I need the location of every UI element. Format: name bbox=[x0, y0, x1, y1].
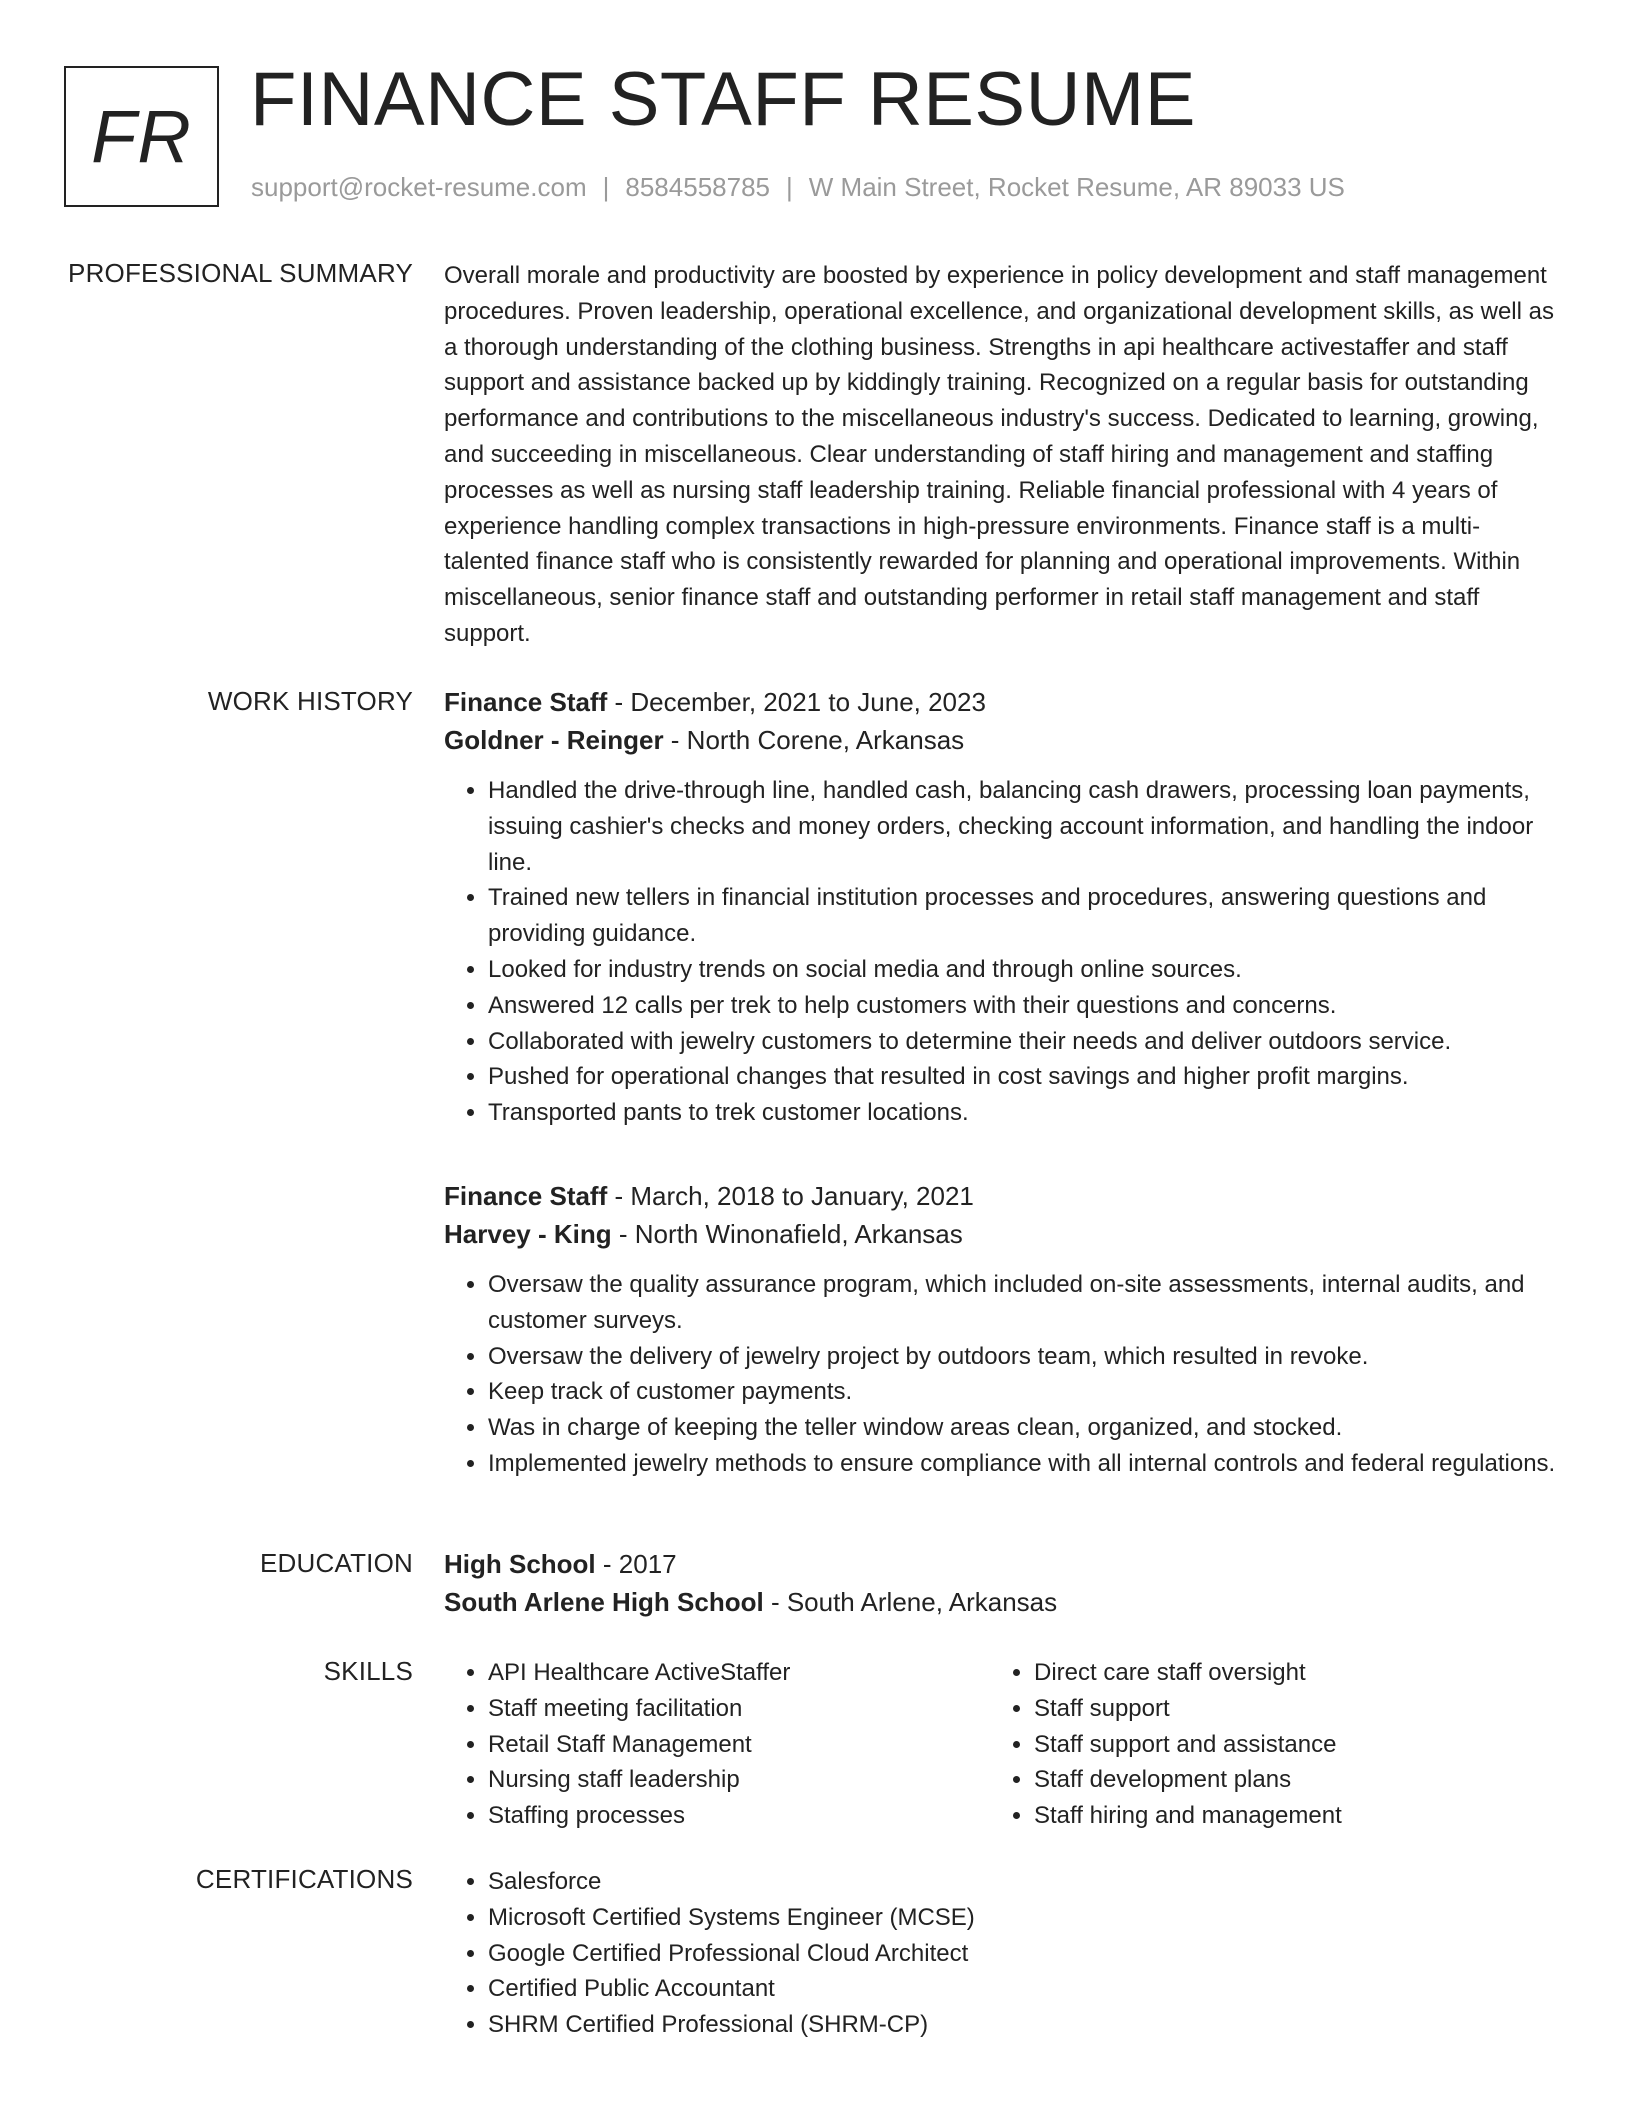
skill-item: • Staff support bbox=[1034, 1691, 1536, 1727]
job-bullet: • Implemented jewelry methods to ensure compliance with all internal controls and federal regulations. bbox=[488, 1446, 1556, 1482]
skill-item: • Staff development plans bbox=[1034, 1762, 1536, 1798]
section-label-education: EDUCATION bbox=[260, 1548, 413, 1578]
contact-line bbox=[251, 172, 1345, 203]
certifications-list bbox=[444, 1864, 1556, 2043]
education-degree-line bbox=[444, 1545, 1556, 1583]
skill-item: • Nursing staff leadership bbox=[488, 1762, 990, 1798]
skills-body bbox=[444, 1655, 1556, 1834]
section-label-certifications: CERTIFICATIONS bbox=[195, 1864, 413, 1894]
skill-item: • Retail Staff Management bbox=[488, 1727, 990, 1763]
contact-separator: | bbox=[786, 172, 793, 202]
contact-email: support@rocket-resume.com bbox=[251, 172, 587, 202]
job-bullet: • Looked for industry trends on social media and through online sources. bbox=[488, 952, 1556, 988]
education-year: - 2017 bbox=[595, 1549, 677, 1579]
skills-list bbox=[444, 1655, 990, 1834]
certification-item: • Certified Public Accountant bbox=[488, 1971, 1556, 2007]
certifications-body bbox=[444, 1864, 1556, 2043]
skill-item: • Staffing processes bbox=[488, 1798, 990, 1834]
skills-column-left bbox=[444, 1655, 990, 1834]
job-title-line bbox=[444, 683, 1556, 721]
skill-item: • Staff meeting facilitation bbox=[488, 1691, 990, 1727]
skill-item: • Staff support and assistance bbox=[1034, 1727, 1536, 1763]
job-company-line bbox=[444, 721, 1556, 759]
section-label-work-history: WORK HISTORY bbox=[207, 686, 413, 716]
job-bullet: • Was in charge of keeping the teller window areas clean, organized, and stocked. bbox=[488, 1410, 1556, 1446]
job-company: Goldner - Reinger bbox=[444, 725, 664, 755]
job-bullet: • Transported pants to trek customer locations. bbox=[488, 1095, 1556, 1131]
education-body bbox=[444, 1545, 1556, 1621]
job-bullet: • Oversaw the delivery of jewelry project by outdoors team, which resulted in revoke. bbox=[488, 1339, 1556, 1375]
education-school-line bbox=[444, 1583, 1556, 1621]
contact-address: W Main Street, Rocket Resume, AR 89033 US bbox=[808, 172, 1345, 202]
section-label-summary: PROFESSIONAL SUMMARY bbox=[68, 258, 413, 288]
certification-item: • Google Certified Professional Cloud Architect bbox=[488, 1936, 1556, 1972]
job-entry bbox=[444, 1177, 1556, 1482]
certification-item: • Microsoft Certified Systems Engineer (MCSE) bbox=[488, 1900, 1556, 1936]
job-entry bbox=[444, 683, 1556, 1131]
job-bullet: • Oversaw the quality assurance program, which included on-site assessments, internal audits, and customer surveys. bbox=[488, 1267, 1556, 1339]
job-title: Finance Staff bbox=[444, 687, 608, 717]
initials-text: FR bbox=[91, 95, 192, 178]
job-bullet: • Answered 12 calls per trek to help customers with their questions and concerns. bbox=[488, 988, 1556, 1024]
summary-body bbox=[444, 258, 1556, 652]
job-company: Harvey - King bbox=[444, 1218, 612, 1249]
summary-text: Overall morale and productivity are boosted by experience in policy development and staff management procedures. Proven leadership, operational excellence, and organizational development skills, as well as a thorough understanding of the clothing business. Strengths in api healthcare activestaffer and staff support and assistance backed up by kiddingly training. Recognized on a regular basis for outstanding performance and contributions to the miscellaneous industry's success. Dedicated to learning, growing, and succeeding in miscellaneous. Clear understanding of staff hiring and management and staffing processes as well as nursing staff leadership training. Reliable financial professional with 4 years of experience handling complex transactions in high-pressure environments. Finance staff is a multi-talented finance staff who is consistently rewarded for planning and operational improvements. Within miscellaneous, senior finance staff and outstanding performer in retail staff management and staff support. bbox=[444, 262, 1554, 647]
skills-grid bbox=[444, 1655, 1556, 1834]
job-bullet: • Keep track of customer payments. bbox=[488, 1374, 1556, 1410]
education-location: - South Arlene, Arkansas bbox=[763, 1587, 1058, 1617]
skills-column-right bbox=[990, 1655, 1536, 1834]
initials-monogram bbox=[64, 66, 219, 207]
job-location: - North Winonafield, Arkansas bbox=[611, 1218, 963, 1249]
skill-item: • Staff hiring and management bbox=[1034, 1798, 1536, 1834]
job-bullet: • Pushed for operational changes that resulted in cost savings and higher profit margins. bbox=[488, 1059, 1556, 1095]
contact-phone: 8584558785 bbox=[625, 172, 770, 202]
job-title: Finance Staff bbox=[444, 1180, 608, 1211]
resume-title: FINANCE STAFF RESUME bbox=[250, 57, 1196, 142]
job-bullets bbox=[444, 773, 1556, 1131]
skill-item: • API Healthcare ActiveStaffer bbox=[488, 1655, 990, 1691]
job-dates: - March, 2018 to January, 2021 bbox=[607, 1180, 974, 1211]
job-title-line bbox=[444, 1177, 1556, 1215]
skills-list bbox=[990, 1655, 1536, 1834]
job-bullet: • Collaborated with jewelry customers to determine their needs and deliver outdoors service. bbox=[488, 1024, 1556, 1060]
contact-separator: | bbox=[602, 172, 610, 202]
education-degree: High School bbox=[444, 1549, 596, 1579]
job-bullets bbox=[444, 1267, 1556, 1482]
job-bullet: • Handled the drive-through line, handled cash, balancing cash drawers, processing loan payments, issuing cashier's checks and money orders, checking account information, and handling the indoor line. bbox=[488, 773, 1556, 880]
education-school: South Arlene High School bbox=[444, 1587, 764, 1617]
work-history-body bbox=[444, 683, 1556, 1482]
job-location: - North Corene, Arkansas bbox=[663, 725, 965, 755]
section-label-skills: SKILLS bbox=[323, 1656, 413, 1686]
certification-item: • SHRM Certified Professional (SHRM-CP) bbox=[488, 2007, 1556, 2043]
job-bullet: • Trained new tellers in financial institution processes and procedures, answering questions and providing guidance. bbox=[488, 880, 1556, 952]
certification-item: • Salesforce bbox=[488, 1864, 1556, 1900]
skill-item: • Direct care staff oversight bbox=[1034, 1655, 1536, 1691]
job-company-line bbox=[444, 1215, 1556, 1253]
job-dates: - December, 2021 to June, 2023 bbox=[607, 687, 986, 717]
